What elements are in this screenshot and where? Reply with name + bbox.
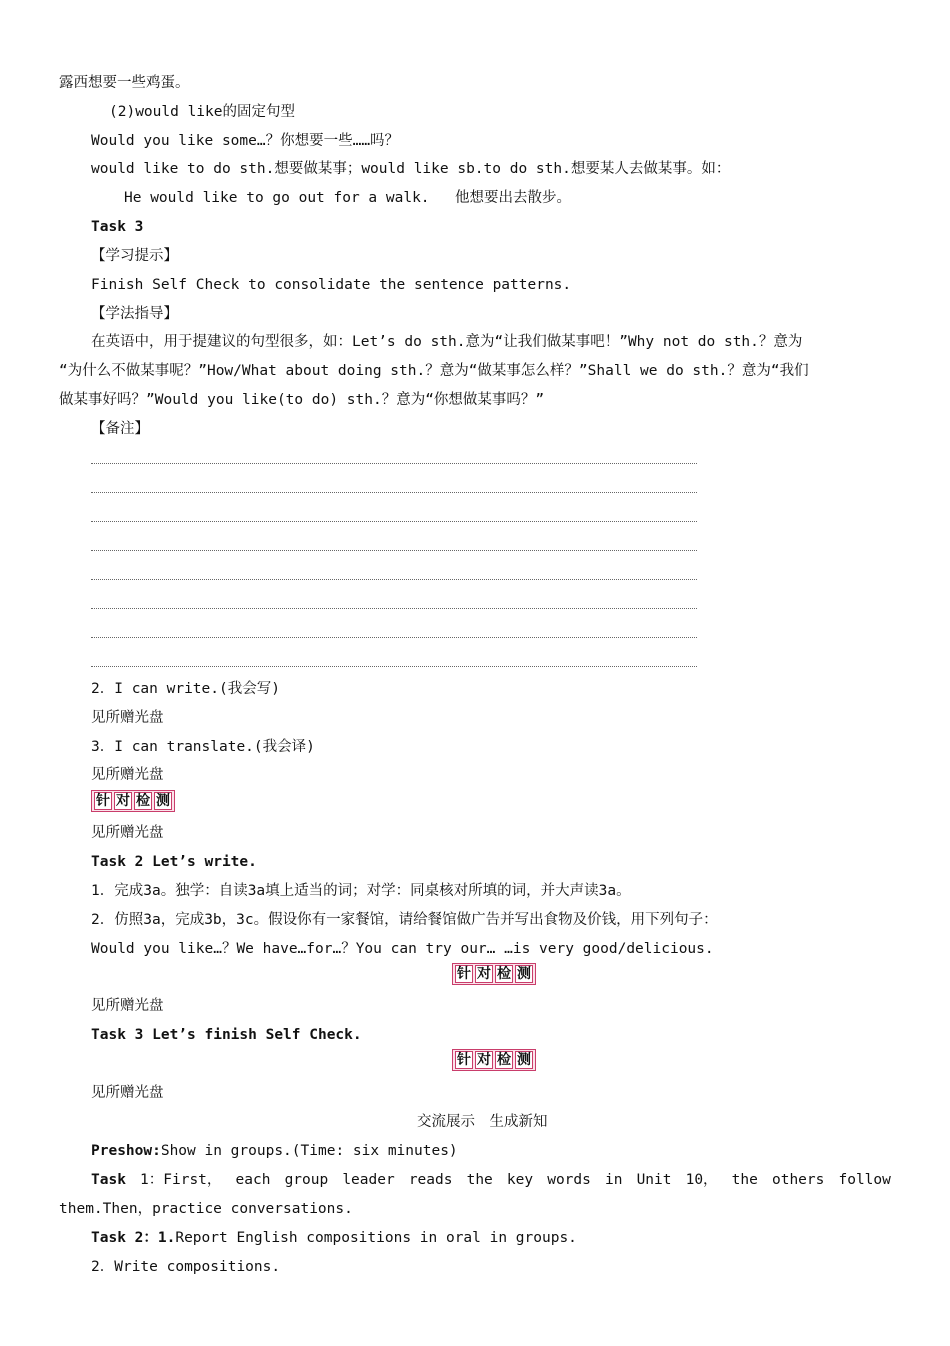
word: others (771, 1172, 825, 1188)
badge-char: 针 (96, 793, 110, 809)
word: words (547, 1172, 591, 1188)
example-translation: 他想要出去散步。 (455, 190, 571, 206)
task-text: Report English compositions in oral in groups. (175, 1230, 577, 1246)
text-line: 2．仿照3a，完成3b，3c。假设你有一家餐馆，请给餐馆做广告并写出食物及价钱，用下列句子： (91, 912, 718, 928)
badge-char: 测 (517, 1052, 531, 1068)
badge-char: 对 (116, 793, 130, 809)
text-line: Would you like…？We have…for…？You can try our… …is very good/delicious. (91, 941, 714, 957)
note-line (91, 608, 697, 609)
badge-char: 对 (477, 966, 491, 982)
text-line: them.Then，practice conversations. (59, 1201, 353, 1217)
text-line: 见所赠光盘 (91, 1085, 164, 1101)
text-line: (2)would like的固定句型 (109, 104, 295, 120)
text-line: 在英语中，用于提建议的句型很多，如：Let’s do sth.意为“让我们做某事吧！”Why not do sth.？意为 (91, 334, 803, 350)
section-heading: Task 3 (91, 219, 144, 235)
section-heading: 【学法指导】 (91, 306, 178, 322)
text-line: Would you like some…？你想要一些……吗？ (91, 133, 400, 149)
word: reads (408, 1172, 453, 1188)
section-heading: 【备注】 (91, 421, 149, 437)
note-line (91, 666, 697, 667)
task-label: Task 2：1. (91, 1230, 176, 1246)
word: leader (342, 1172, 395, 1188)
example-sentence: He would like to go out for a walk. (124, 190, 430, 206)
word: 1：First， (140, 1172, 222, 1188)
targeted-test-badge (452, 1049, 536, 1071)
word: key (506, 1172, 534, 1188)
badge-char: 针 (457, 966, 471, 982)
badge-char: 检 (136, 793, 150, 809)
text-line (91, 1228, 577, 1248)
word: follow (838, 1172, 891, 1188)
note-line (91, 550, 697, 551)
text-line (91, 1141, 458, 1161)
preshow-text: Show in groups.(Time: six minutes) (160, 1143, 458, 1159)
word: Unit (636, 1172, 672, 1188)
text-line: 3．I can translate.(我会译) (91, 739, 315, 755)
text-line: 做某事好吗？”Would you like(to do) sth.？意为“你想做某事吗？” (59, 392, 545, 408)
word: the (731, 1172, 758, 1188)
section-title: 交流展示 生成新知 (417, 1114, 548, 1130)
note-line (91, 637, 697, 638)
badge-char: 对 (477, 1052, 491, 1068)
text-line: 2．Write compositions. (91, 1259, 281, 1275)
text-line: 1．完成3a。独学：自读3a填上适当的词；对学：同桌核对所填的词，并大声读3a。 (91, 883, 631, 899)
text-line: “为什么不做某事呢？”How/What about doing sth.？意为“做某事怎么样？”Shall we do sth.？意为“我们 (59, 363, 809, 379)
preshow-label: Preshow: (91, 1143, 161, 1159)
section-heading: Task 3 Let’s finish Self Check. (91, 1027, 362, 1043)
text-line: would like to do sth.想要做某事；would like sb.to do sth.想要某人去做某事。如： (91, 161, 731, 177)
badge-char: 检 (497, 1052, 511, 1068)
word: group (284, 1172, 329, 1188)
badge-char: 测 (517, 966, 531, 982)
badge-char: 检 (497, 966, 511, 982)
targeted-test-badge (91, 790, 175, 812)
word: 10， (685, 1172, 718, 1188)
text-line: 2．I can write.(我会写) (91, 681, 280, 697)
text-line: 见所赠光盘 (91, 710, 164, 726)
badge-char: 测 (156, 793, 170, 809)
section-heading: 【学习提示】 (91, 248, 178, 264)
note-line (91, 492, 697, 493)
note-line (91, 521, 697, 522)
section-heading: Task 2 Let’s write. (91, 854, 257, 870)
justified-line (91, 1170, 891, 1190)
text-line: 见所赠光盘 (91, 767, 164, 783)
note-line (91, 579, 697, 580)
text-line: Finish Self Check to consolidate the sentence patterns. (91, 277, 572, 293)
word: in (604, 1172, 623, 1188)
text-line: 见所赠光盘 (91, 825, 164, 841)
text-line: 露西想要一些鸡蛋。 (59, 75, 190, 91)
word: Task (91, 1172, 126, 1188)
note-line (91, 463, 697, 464)
word: the (466, 1172, 493, 1188)
text-line: 见所赠光盘 (91, 998, 164, 1014)
word: each (235, 1172, 271, 1188)
badge-char: 针 (457, 1052, 471, 1068)
targeted-test-badge (452, 963, 536, 985)
